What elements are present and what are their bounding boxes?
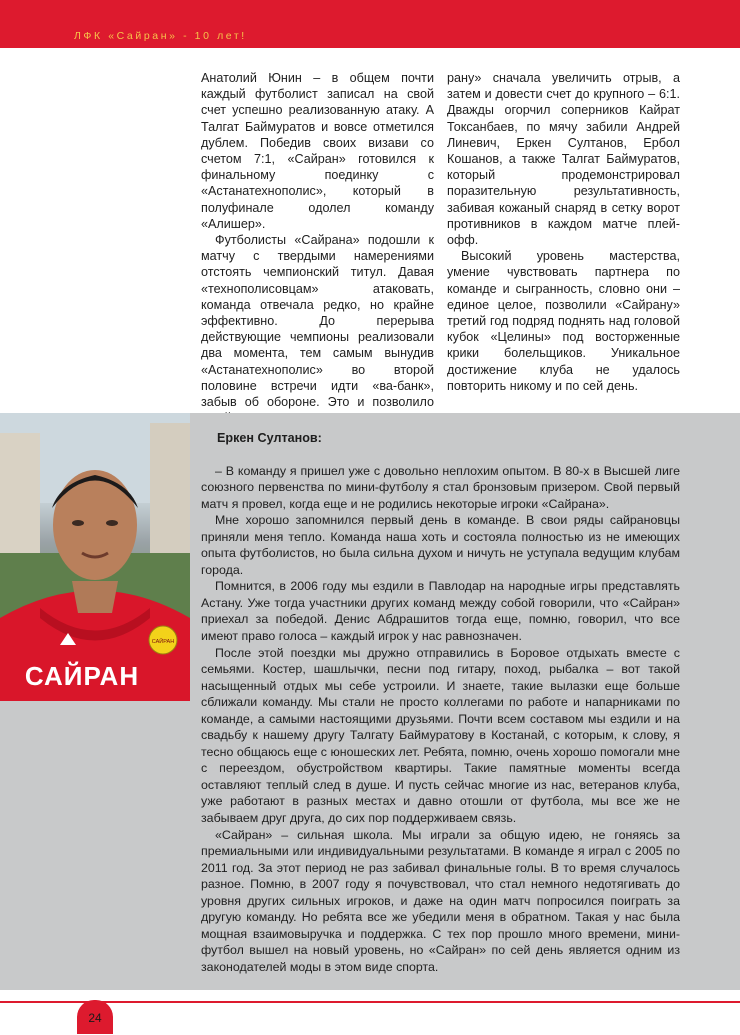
article-column-left xyxy=(201,70,434,426)
badge-text: САЙРАН xyxy=(151,639,175,645)
interview-block xyxy=(201,430,680,976)
interview-paragraph: Помнится, в 2006 году мы ездили в Павлодар на народные игры представлять Астану. Уже тогда участники других команд между собой говорили, что «Сайран» приехал за победой. Денис Абдрашитов тогда еще, помню, говорил, что все имеют право голоса – каждый игрок у нас равнозначен. xyxy=(201,579,680,644)
footer-rule xyxy=(0,1001,740,1003)
article-paragraph: Футболисты «Сайрана» подошли к матчу с твердыми намерениями отстоять чемпионский титул. Давая «технополисовцам» атаковать, команда отвечала редко, но крайне эффективно. До перерыва действующие чемпионы реализовали два момента, тем самым вынудив «Астанатехнополис» во второй половине встречи идти «ва-банк», забыв об обороне. Это и позволило xyxy=(201,233,434,410)
article-paragraph: рану» сначала увеличить отрыв, а затем и довести счет до крупного – 6:1. Дважды огорчил соперников Кайрат Токсанбаев, по мячу забили Андрей Линевич, Еркен Султанов, Ербол Кошанов, а также Талгат Баймуратов, который продемонстрировал поразительную результативность, забивая кожаный снаряд в сетку ворот противников в каждом матче плей-офф. xyxy=(447,71,680,248)
page-number: 24 xyxy=(88,1011,102,1025)
interview-speaker: Еркен Султанов: xyxy=(217,431,322,445)
article-columns xyxy=(201,70,680,410)
interview-paragraph: Мне хорошо запомнился первый день в команде. В свои ряды сайрановцы приняли меня тепло. Команда наша хоть и состояла полностью из не имеющих опыта футболистов, но была сильна духом и ничуть не уступала ведущим клубам города. xyxy=(201,513,680,577)
article-paragraph: Высокий уровень мастерства, умение чувствовать партнера по команде и сыгранность, словно они – единое целое, позволили «Сайрану» третий год подряд поднять над головой кубок «Целины» под восторженные крики болельщиков. Уникальное достижение клуба не удалось повторить никому и по сей день. xyxy=(447,249,680,393)
interview-paragraph: «Сайран» – сильная школа. Мы играли за общую идею, не гоняясь за премиальными или индивидуальными результатами. В команде я играл с 2005 по 2011 год. За этот период не раз забивал финальные голы. В то время случалось разное. Помню, в 2007 году я почувствовал, что стал немного недотягивать до уровня других сильных игроков, и даже на один матч попросился поиграть за другую команду. Но ребята все же убедили меня в обратном. Такая у нас была мощная взаимовыручка и поддержка. С тех пор прошло много времени, мини-футбол вышел на новый уровень, но «Сайран» по сей день является одним из законодателей моды в этом виде спорта. xyxy=(201,827,680,974)
running-header-title: ЛФК «Сайран» - 10 лет! xyxy=(74,30,247,42)
shirt-text: САЙРАН xyxy=(24,661,140,691)
article-paragraph: Анатолий Юнин – в общем почти каждый футболист записал на свой счет успешно реализованную атаку. А Талгат Баймуратов и вовсе отметился дублем. Победив своих визави со счетом 7:1, «Сайран» готовился к финальному поединку с «Астанатехнополис», который в полуфинале одолел команду «Алишер». xyxy=(201,71,434,231)
interview-paragraph: После этой поездки мы дружно отправились в Боровое отдыхать вместе с семьями. Костер, шашлычки, песни под гитару, поход, рыбалка – вот такой насыщенный отдых мы себе устроили. И знаете, такие вылазки еще больше сближали команду. Мы стали не просто коллегами по работе и напарниками по команде, а самыми настоящими друзьями. Почти всем составом мы ездили и на свадьбу к нашему другу Талгату Баймуратову в Костанай, с которым, к слову, я тесно общаюсь еще с юношеских лет. Ребята, помню, очень хорошо помогали мне с переездом, обустройством квартиры. Такие памятные моменты всегда оставляют теплый след в душе. И пусть сейчас многие из нас, ветеранов клуба, уже работают в разных местах и давно отошли от футбола, мы все же не забываем друг друга, до сих пор поддерживаем связь. xyxy=(201,645,680,826)
interview-paragraph: – В команду я пришел уже с довольно неплохим опытом. В 80-х в Высшей лиге союзного первенства по мини-футболу я стал бронзовым призером. Свой первый матч я провел, когда еще и не родились некоторые игроки «Сайрана». xyxy=(201,463,680,511)
article-column-right xyxy=(447,70,680,394)
player-photo xyxy=(0,413,190,701)
player-portrait-illustration xyxy=(0,413,190,701)
